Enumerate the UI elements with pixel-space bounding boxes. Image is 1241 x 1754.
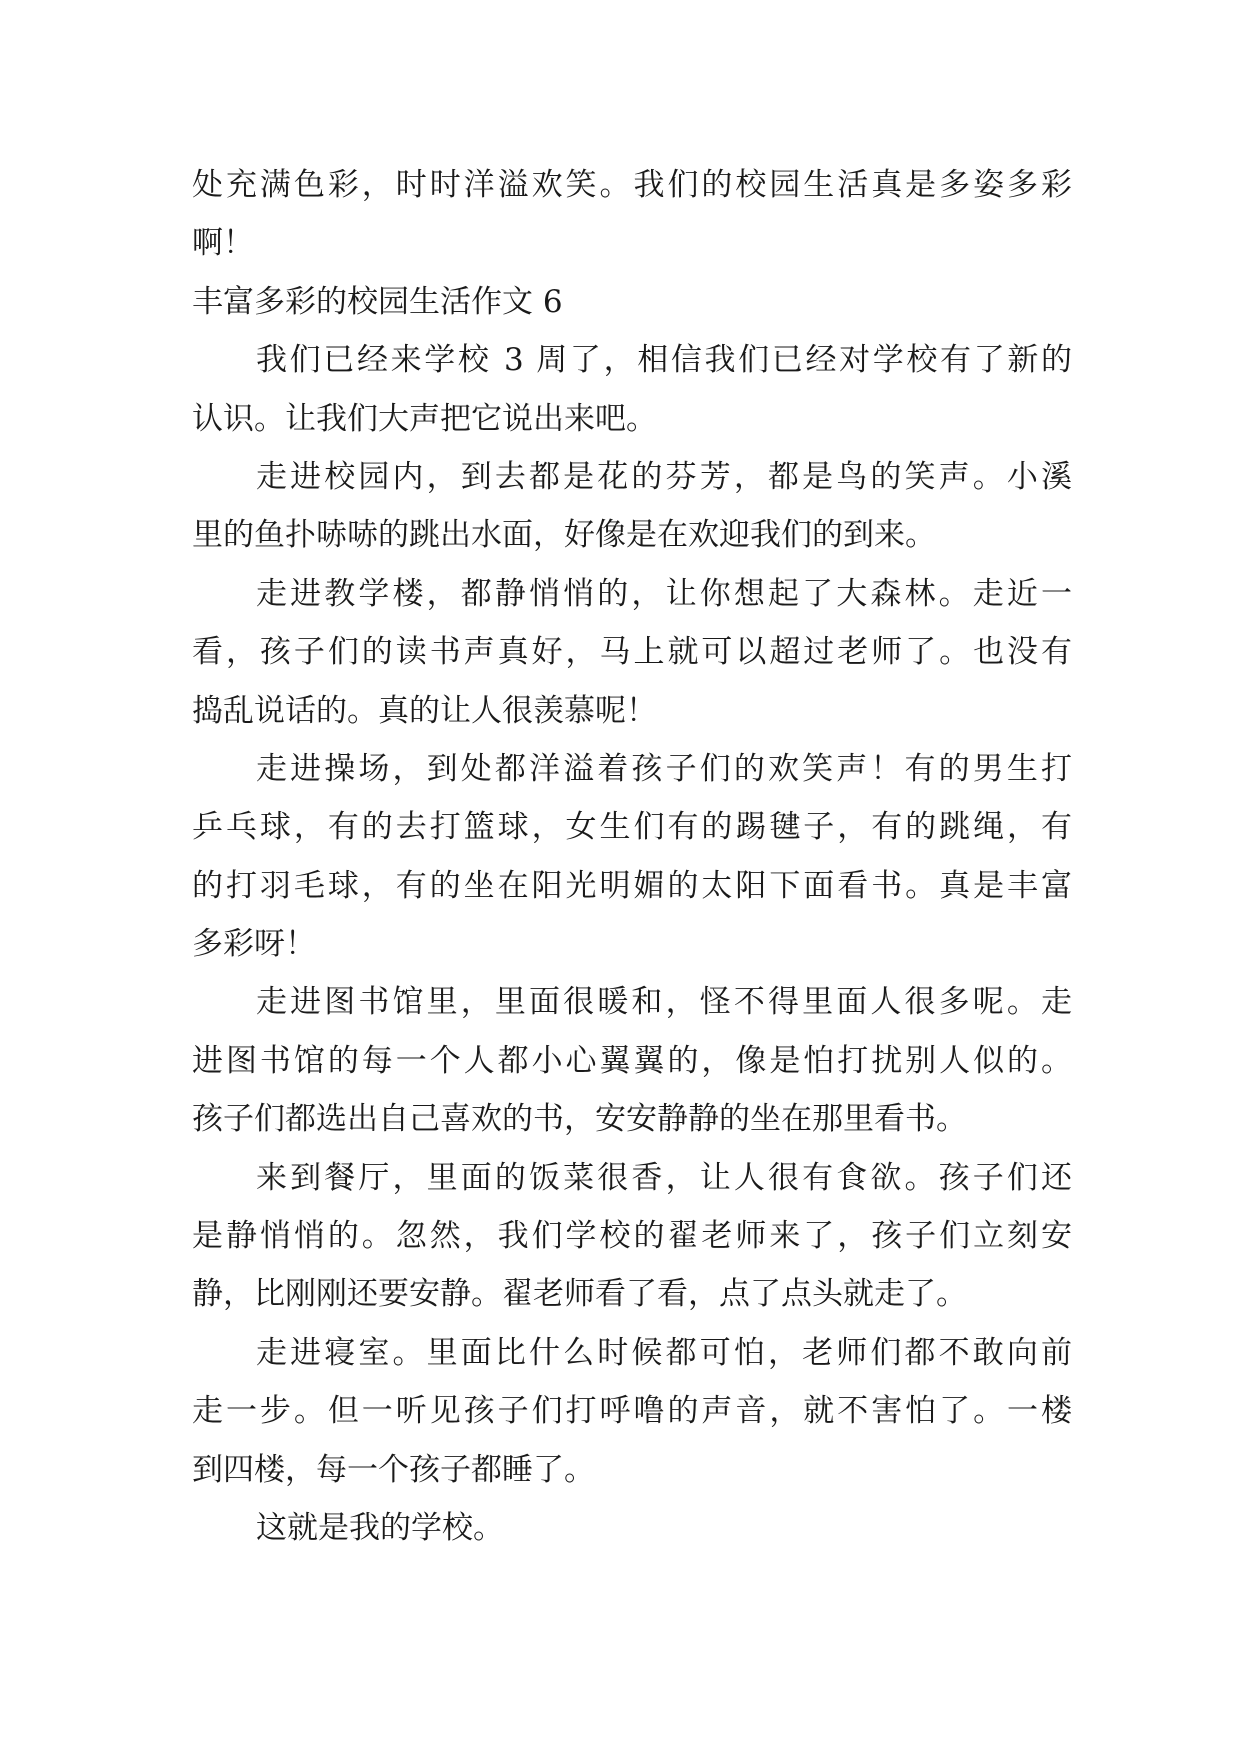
paragraph-line: 孩子们都选出自己喜欢的书，安安静静的坐在那里看书。 <box>192 1101 967 1138</box>
paragraph-line: 捣乱说话的。真的让人很羡慕呢！ <box>192 692 657 729</box>
paragraph-line: 静，比刚刚还要安静。翟老师看了看，点了点头就走了。 <box>192 1276 967 1313</box>
paragraph-line: 走进寝室。里面比什么时候都可怕，老师们都不敢向前 <box>256 1334 1072 1371</box>
paragraph-line: 啊！ <box>192 225 254 262</box>
paragraph-line: 进图书馆的每一个人都小心翼翼的，像是怕打扰别人似的。 <box>192 1042 1072 1079</box>
paragraph-line: 来到餐厅，里面的饭菜很香，让人很有食欲。孩子们还 <box>256 1159 1072 1196</box>
paragraph-line: 处充满色彩，时时洋溢欢笑。我们的校园生活真是多姿多彩 <box>192 167 1072 203</box>
paragraph-line: 走进操场，到处都洋溢着孩子们的欢笑声！有的男生打 <box>256 750 1072 787</box>
paragraph-line: 看，孩子们的读书声真好，马上就可以超过老师了。也没有 <box>192 634 1072 671</box>
paragraph-line: 乒乓球，有的去打篮球，女生们有的踢毽子，有的跳绳，有 <box>192 809 1072 846</box>
paragraph-line: 走一步。但一听见孩子们打呼噜的声音，就不害怕了。一楼 <box>192 1393 1072 1430</box>
paragraph-line: 我们已经来学校 3 周了，相信我们已经对学校有了新的 <box>256 342 1072 379</box>
paragraph-line: 这就是我的学校。 <box>256 1509 504 1546</box>
paragraph-line: 的打羽毛球，有的坐在阳光明媚的太阳下面看书。真是丰富 <box>192 867 1072 904</box>
paragraph-line: 到四楼，每一个孩子都睡了。 <box>192 1451 595 1488</box>
paragraph-line: 走进校园内，到去都是花的芬芳，都是鸟的笑声。小溪 <box>256 458 1072 495</box>
essay-title: 丰富多彩的校园生活作文 6 <box>192 283 563 320</box>
paragraph-line: 走进教学楼，都静悄悄的，让你想起了大森林。走近一 <box>256 575 1072 612</box>
paragraph-line: 认识。让我们大声把它说出来吧。 <box>192 400 657 437</box>
paragraph-line: 走进图书馆里，里面很暖和，怪不得里面人很多呢。走 <box>256 984 1072 1021</box>
paragraph-line: 多彩呀！ <box>192 926 316 963</box>
paragraph-line: 里的鱼扑哧哧的跳出水面，好像是在欢迎我们的到来。 <box>192 517 936 554</box>
essay-body <box>192 156 1072 1557</box>
paragraph-line: 是静悄悄的。忽然，我们学校的翟老师来了，孩子们立刻安 <box>192 1218 1072 1255</box>
